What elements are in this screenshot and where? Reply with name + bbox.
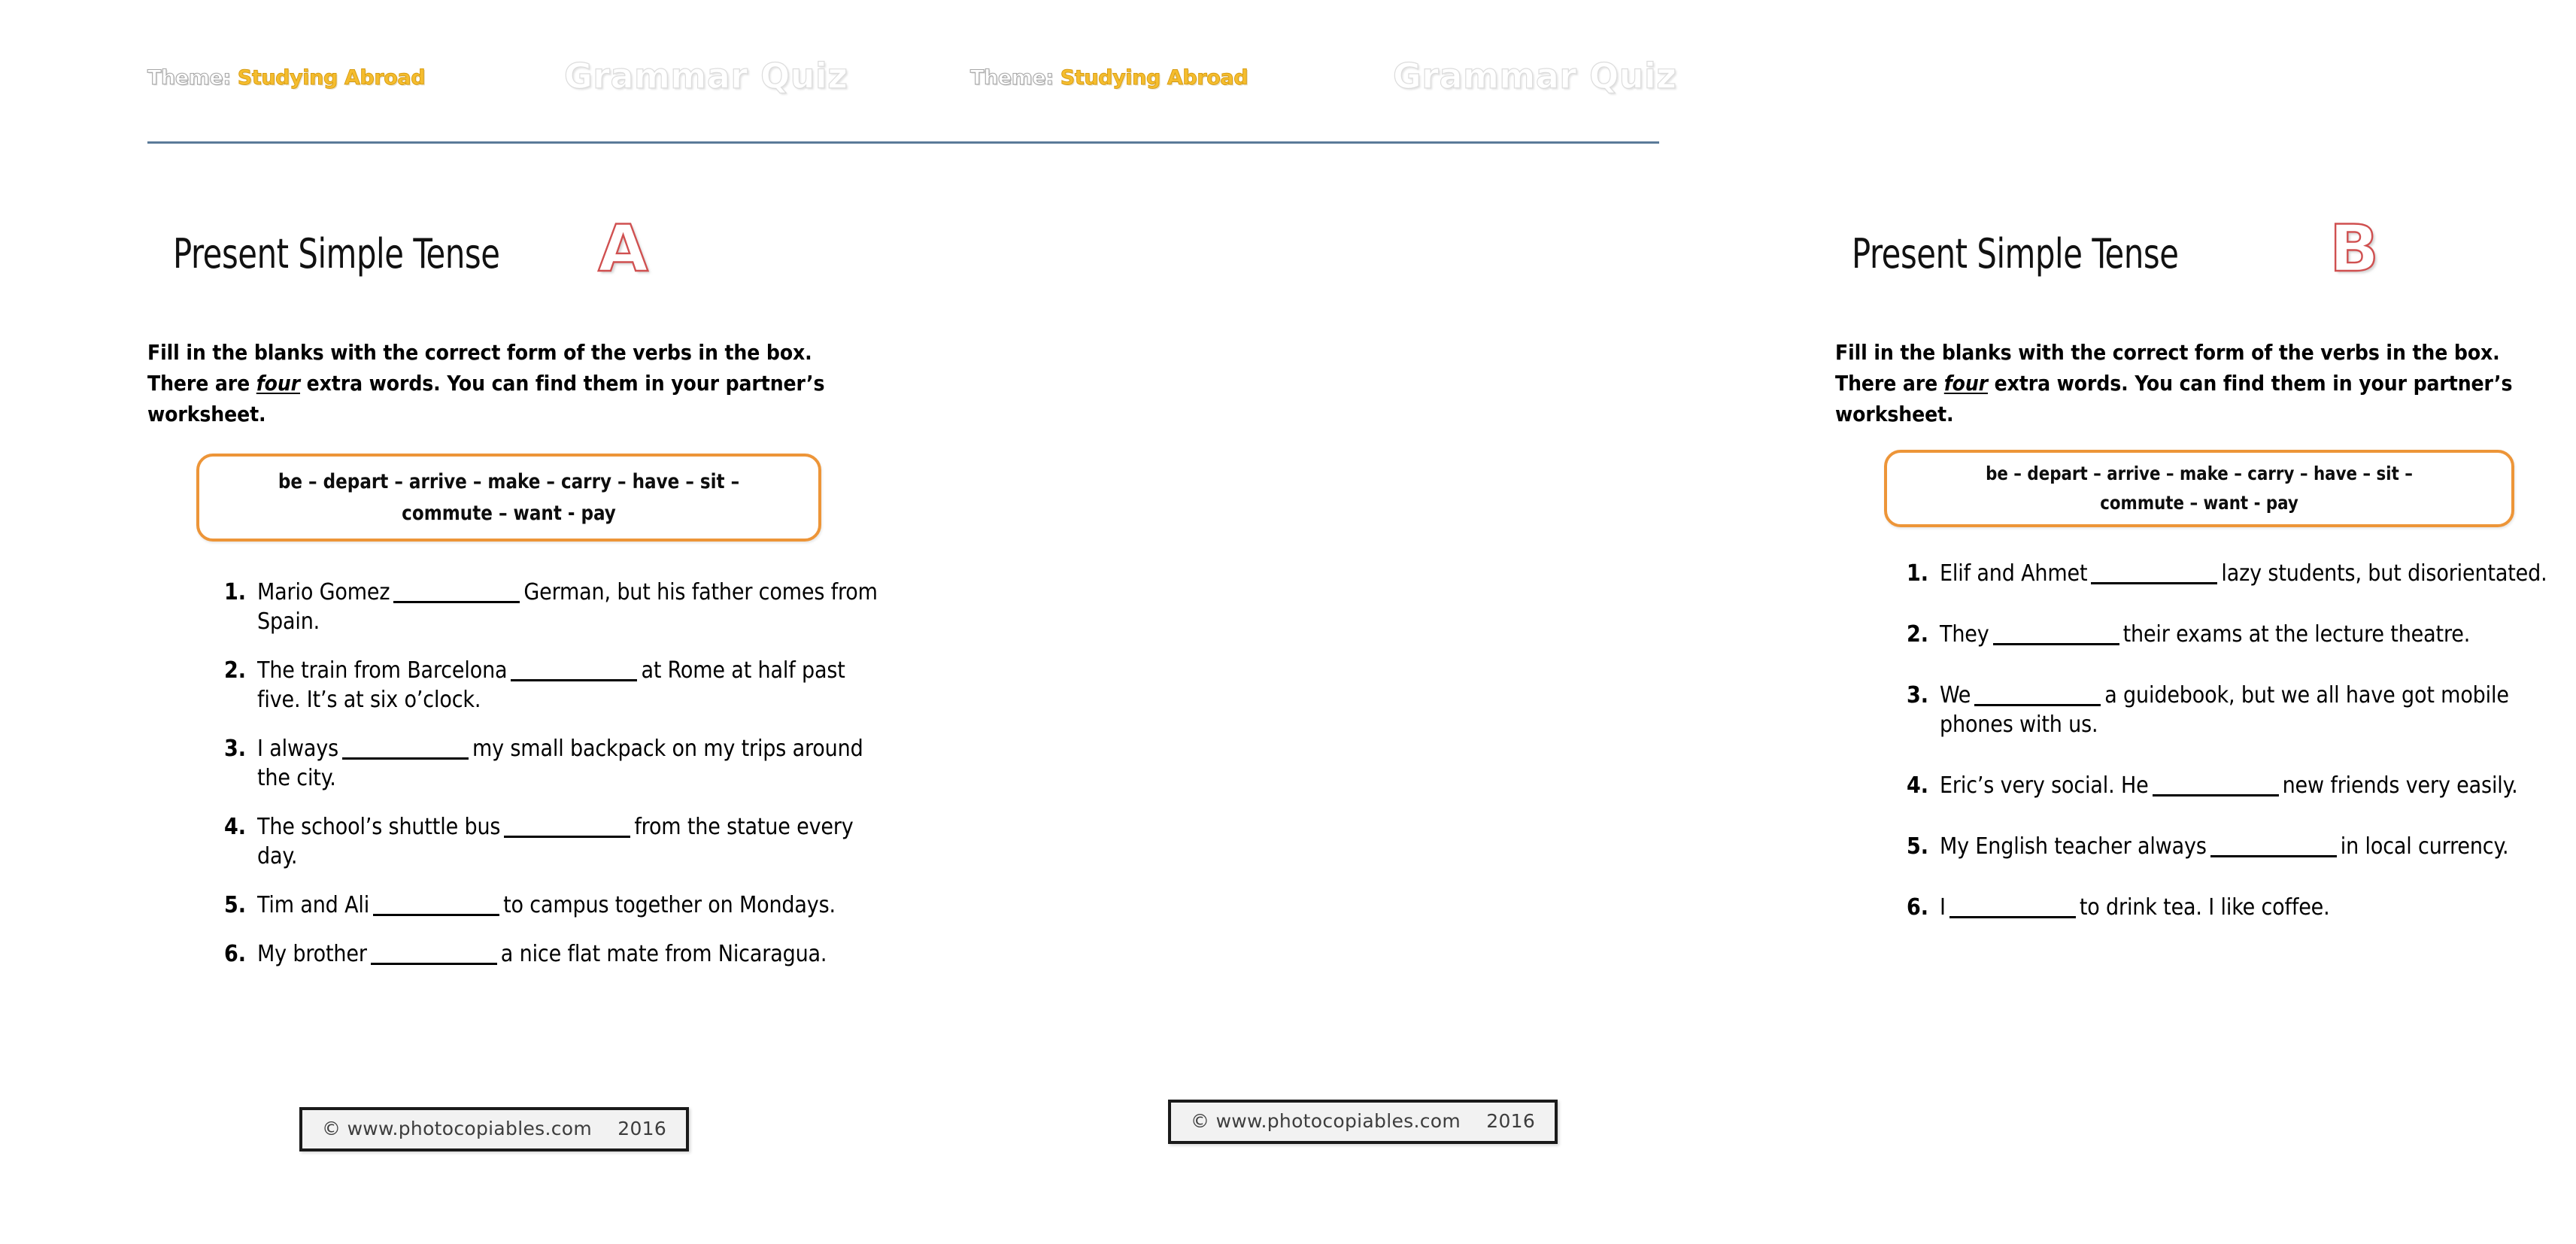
question-text — [1940, 620, 2576, 649]
question-number: 6. — [224, 941, 247, 967]
worksheet-b — [881, 143, 2547, 1244]
question-item — [224, 939, 886, 969]
answer-blank[interactable] — [1993, 622, 2119, 646]
question-text — [1940, 559, 2576, 588]
page-title-b: Present Simple Tense — [1852, 229, 2179, 278]
instructions-part1-a: Fill in the blanks with the correct form of the verbs in the box. There are — [147, 340, 812, 396]
question-number: 1. — [224, 579, 247, 605]
question-text — [257, 812, 886, 871]
worksheet-columns — [0, 143, 2547, 1244]
word-bank-line-2-a: commute – want - pay — [402, 501, 616, 525]
copyright-badge-b — [1168, 1100, 1558, 1144]
question-number: 3. — [1907, 682, 1929, 708]
question-before: I always — [257, 736, 339, 762]
question-item — [1907, 771, 2576, 800]
question-after: my small backpack on my trips around the city. — [257, 736, 863, 791]
worksheet-letter-b: B — [2329, 211, 2379, 287]
question-before: The school’s shuttle bus — [257, 814, 501, 840]
copyright-year: 2016 — [1486, 1110, 1536, 1132]
question-text — [257, 891, 886, 920]
question-list-b — [1907, 559, 2576, 954]
worksheet-title-row-b — [1852, 211, 2379, 287]
theme-value-b: Studying Abroad — [1060, 66, 1249, 90]
answer-blank[interactable] — [1949, 895, 2076, 919]
copyright-site: www.photocopiables.com — [347, 1118, 592, 1139]
question-after: to drink tea. I like coffee. — [2079, 894, 2330, 921]
instructions-b — [1835, 337, 2546, 429]
theme-value-a: Studying Abroad — [237, 66, 426, 90]
copyright-badge-a — [299, 1107, 689, 1151]
question-number: 1. — [1907, 560, 1929, 587]
instructions-part2-b: extra words. You can find them in your partner’s worksheet. — [1835, 371, 2513, 427]
word-bank-line-1-b: be – depart – arrive – make – carry – have – sit – — [1986, 462, 2413, 484]
question-number: 5. — [1907, 833, 1929, 860]
question-number: 2. — [1907, 621, 1929, 648]
question-item — [224, 656, 886, 715]
copyright-site: www.photocopiables.com — [1215, 1110, 1461, 1132]
question-after: their exams at the lecture theatre. — [2122, 621, 2471, 648]
question-before: The train from Barcelona — [257, 657, 508, 684]
question-after: to campus together on Mondays. — [503, 892, 836, 918]
question-item — [1907, 832, 2576, 861]
question-item — [1907, 893, 2576, 922]
question-before: Mario Gomez — [257, 579, 390, 605]
instructions-emphasis-a: four — [256, 371, 301, 396]
question-before: They — [1940, 621, 1989, 648]
instructions-part1-b: Fill in the blanks with the correct form of the verbs in the box. There are — [1835, 340, 2500, 396]
worksheet-title-row-a — [173, 211, 648, 287]
answer-blank[interactable] — [2091, 561, 2217, 585]
question-list-a — [224, 578, 886, 988]
question-text — [1940, 893, 2576, 922]
question-after: at Rome at half past five. It’s at six o’clock. — [257, 657, 845, 713]
answer-blank[interactable] — [511, 658, 637, 682]
worksheet-letter-a: A — [598, 211, 648, 287]
instructions-a — [147, 337, 847, 429]
answer-blank[interactable] — [1974, 683, 2101, 707]
question-after: from the statue every day. — [257, 814, 854, 869]
answer-blank[interactable] — [2153, 773, 2279, 797]
copyright-symbol: © — [322, 1118, 341, 1139]
question-item — [224, 891, 886, 920]
question-number: 4. — [1907, 772, 1929, 799]
word-bank-box-b — [1884, 450, 2514, 527]
question-after: new friends very easily. — [2282, 772, 2518, 799]
question-before: Elif and Ahmet — [1940, 560, 2088, 587]
word-bank-box-a — [196, 454, 821, 542]
answer-blank[interactable] — [2210, 834, 2337, 858]
question-text — [1940, 832, 2576, 861]
question-before: My English teacher always — [1940, 833, 2207, 860]
brand-title-b: Grammar Quiz — [1393, 56, 1677, 96]
theme-label-b: Theme: — [970, 66, 1054, 90]
instructions-part2-a: extra words. You can find them in your partner’s worksheet. — [147, 371, 825, 427]
question-after: German, but his father comes from Spain. — [257, 579, 878, 635]
question-number: 2. — [224, 657, 247, 684]
copyright-year: 2016 — [617, 1118, 667, 1139]
question-after: in local currency. — [2340, 833, 2509, 860]
answer-blank[interactable] — [504, 815, 630, 839]
answer-blank[interactable] — [371, 942, 497, 966]
worksheet-a — [0, 143, 881, 1244]
theme-label-a: Theme: — [147, 66, 231, 90]
question-before: My brother — [257, 941, 367, 967]
answer-blank[interactable] — [393, 580, 520, 604]
question-number: 4. — [224, 814, 247, 840]
question-before: We — [1940, 682, 1971, 708]
question-text — [257, 939, 886, 969]
question-after: lazy students, but disorientated. — [2221, 560, 2547, 587]
word-bank-line-2-b: commute – want - pay — [2100, 491, 2298, 514]
theme-header-b — [970, 66, 1248, 90]
instructions-emphasis-b: four — [1943, 371, 1989, 396]
question-item — [224, 812, 886, 871]
question-item — [224, 578, 886, 636]
question-text — [257, 578, 886, 636]
question-text — [1940, 771, 2576, 800]
question-number: 6. — [1907, 894, 1929, 921]
question-before: I — [1940, 894, 1946, 921]
answer-blank[interactable] — [342, 736, 469, 760]
question-item — [1907, 681, 2576, 739]
question-text — [257, 734, 886, 793]
page-header — [0, 0, 1759, 143]
word-bank-line-1-a: be – depart – arrive – make – carry – have – sit – — [278, 469, 740, 493]
question-text — [257, 656, 886, 715]
question-item — [224, 734, 886, 793]
question-before: Eric’s very social. He — [1940, 772, 2149, 799]
question-number: 3. — [224, 736, 247, 762]
question-before: Tim and Ali — [257, 892, 370, 918]
answer-blank[interactable] — [373, 893, 499, 917]
copyright-symbol: © — [1191, 1110, 1210, 1132]
page-title-a: Present Simple Tense — [173, 229, 500, 278]
question-number: 5. — [224, 892, 247, 918]
question-after: a nice flat mate from Nicaragua. — [500, 941, 827, 967]
question-item — [1907, 620, 2576, 649]
theme-header-a — [147, 66, 425, 90]
question-text — [1940, 681, 2576, 739]
question-item — [1907, 559, 2576, 588]
brand-title-a: Grammar Quiz — [564, 56, 848, 96]
question-after: a guidebook, but we all have got mobile phones with us. — [1940, 682, 2509, 738]
